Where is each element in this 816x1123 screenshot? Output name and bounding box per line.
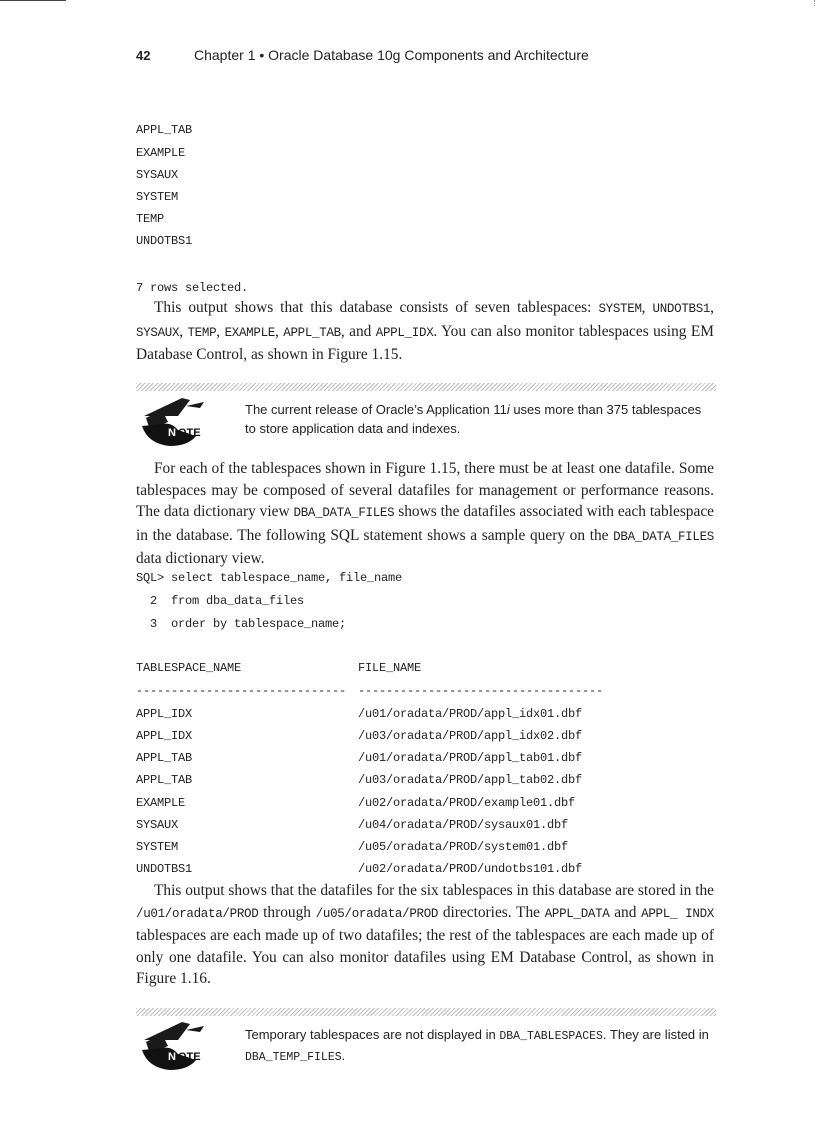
sql-line: SQL> select tablespace_name, file_name [136,571,403,585]
table-cell: /u01/oradata/PROD/appl_tab01.dbf [358,751,583,765]
column-header: TABLESPACE_NAME [136,661,242,675]
note-divider [136,1008,716,1016]
table-cell: /u02/oradata/PROD/example01.dbf [358,796,576,810]
tablespace-list-item: EXAMPLE [136,146,186,160]
svg-text:OTE: OTE [178,1051,201,1063]
table-row: APPL_TAB [136,751,193,765]
svg-text:N: N [168,1051,176,1063]
table-row: APPL_IDX [136,707,193,721]
table-cell: /u02/oradata/PROD/undotbs101.dbf [358,862,583,876]
paragraph: This output shows that this database consists of seven tablespaces: SYSTEM, UNDOTBS1, SYSAUX, TEMP, EXAMPLE, APPL_TAB, and APPL_IDX. You can also monitor tablespaces using EM Database Control, as shown in Figure 1.15. [136,299,714,364]
table-cell: /u03/oradata/PROD/appl_idx02.dbf [358,729,583,743]
separator: ----------------------------------- [358,684,604,698]
svg-text:OTE: OTE [178,427,201,439]
tablespace-list-item: APPL_TAB [136,123,193,137]
note-text: Temporary tablespaces are not displayed in DBA_TABLESPACES. They are listed in DBA_TEMP_FILES. [245,1027,709,1064]
tablespace-list-item: SYSTEM [136,190,179,204]
running-header [136,47,589,63]
table-row: APPL_TAB [136,773,193,787]
sql-line: 3 order by tablespace_name; [136,617,347,631]
tablespace-list-item: TEMP [136,212,165,226]
paragraph: This output shows that the datafiles for the six tablespaces in this database are stored in the /u01/oradata/PROD through /u05/oradata/PROD directories. The APPL_DATA and APPL_ INDX tablespaces are each made up of two datafiles; the rest of the tablespaces are each made up of only one datafile. You can also monitor datafiles using EM Database Control, as shown in Figure 1.16. [136,882,714,988]
chapter-title: Chapter 1 • Oracle Database 10g Components and Architecture [194,47,589,63]
table-row: SYSAUX [136,818,179,832]
table-cell: /u03/oradata/PROD/appl_tab02.dbf [358,773,583,787]
paragraph: For each of the tablespaces shown in Figure 1.15, there must be at least one datafile. Some tablespaces may be composed of several datafiles for management or performance reasons. The data dictionary view DBA_DATA_FILES shows the datafiles associated with each tablespace in the database. The following SQL statement shows a sample query on the DBA_DATA_FILES data dictionary view. [136,460,714,568]
svg-text:N: N [168,427,176,439]
note-icon [138,396,206,448]
table-row: EXAMPLE [136,796,186,810]
tablespace-list-item: UNDOTBS1 [136,234,193,248]
table-cell: /u04/oradata/PROD/sysaux01.dbf [358,818,569,832]
table-row: SYSTEM [136,840,179,854]
table-row: APPL_IDX [136,729,193,743]
rows-selected: 7 rows selected. [136,281,249,295]
sql-line: 2 from dba_data_files [136,594,305,608]
column-header: FILE_NAME [358,661,422,675]
separator: ------------------------------ [136,684,347,698]
table-row: UNDOTBS1 [136,862,193,876]
table-cell: /u05/oradata/PROD/system01.dbf [358,840,569,854]
table-cell: /u01/oradata/PROD/appl_idx01.dbf [358,707,583,721]
note-divider [136,383,716,391]
tablespace-list-item: SYSAUX [136,168,179,182]
note-text: The current release of Oracle’s Application 11i uses more than 375 tablespaces to store application data and indexes. [245,402,702,436]
note-icon [138,1020,206,1072]
page-number: 42 [136,48,151,63]
result-header-row [136,661,241,675]
crop-mark [0,0,66,1]
